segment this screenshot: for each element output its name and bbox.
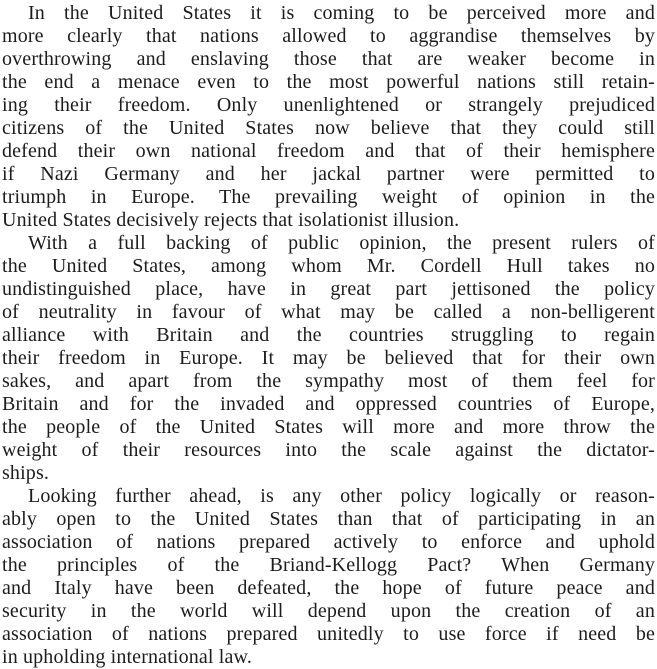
text-line: alliance with Britain and the countries struggling to regain [2, 324, 655, 346]
text-line: if Nazi Germany and her jackal partner were permitted to [2, 163, 655, 185]
text-line: With a full backing of public opinion, the present rulers of [28, 232, 655, 254]
text-line: In the United States it is coming to be perceived more and [28, 2, 655, 24]
text-line: their freedom in Europe. It may be believed that for their own [2, 347, 655, 369]
text-line: citizens of the United States now believe that they could still [2, 117, 655, 139]
text-line: of neutrality in favour of what may be called a non-belligerent [2, 301, 655, 323]
text-line: Britain and for the invaded and oppressed countries of Europe, [2, 393, 655, 415]
text-line: Looking further ahead, is any other policy logically or reason- [28, 485, 655, 507]
text-line: the principles of the Briand-Kellogg Pact? When Germany [2, 554, 655, 576]
text-line: the United States, among whom Mr. Cordell Hull takes no [2, 255, 655, 277]
text-line: security in the world will depend upon the creation of an [2, 600, 655, 622]
text-line: ships. [2, 462, 50, 484]
text-line: association of nations prepared actively to enforce and uphold [2, 531, 655, 553]
text-line: in upholding international law. [2, 646, 252, 668]
text-line: association of nations prepared unitedly to use force if need be [2, 623, 655, 645]
text-line: United States decisively rejects that isolationist illusion. [2, 209, 460, 231]
text-line: sakes, and apart from the sympathy most of them feel for [2, 370, 655, 392]
text-line: overthrowing and enslaving those that are weaker become in [2, 48, 655, 70]
text-line: undistinguished place, have in great part jettisoned the policy [2, 278, 655, 300]
text-line: triumph in Europe. The prevailing weight of opinion in the [2, 186, 655, 208]
text-line: ably open to the United States than that of participating in an [2, 508, 655, 530]
text-line: the people of the United States will more and more throw the [2, 416, 655, 438]
text-line: the end a menace even to the most powerful nations still retain- [2, 71, 655, 93]
document-page [2, 0, 655, 668]
text-line: weight of their resources into the scale against the dictator- [2, 439, 655, 461]
text-line: defend their own national freedom and that of their hemisphere [2, 140, 655, 162]
text-line: ing their freedom. Only unenlightened or strangely prejudiced [2, 94, 655, 116]
text-line: more clearly that nations allowed to aggrandise themselves by [2, 25, 655, 47]
text-line: and Italy have been defeated, the hope of future peace and [2, 577, 655, 599]
